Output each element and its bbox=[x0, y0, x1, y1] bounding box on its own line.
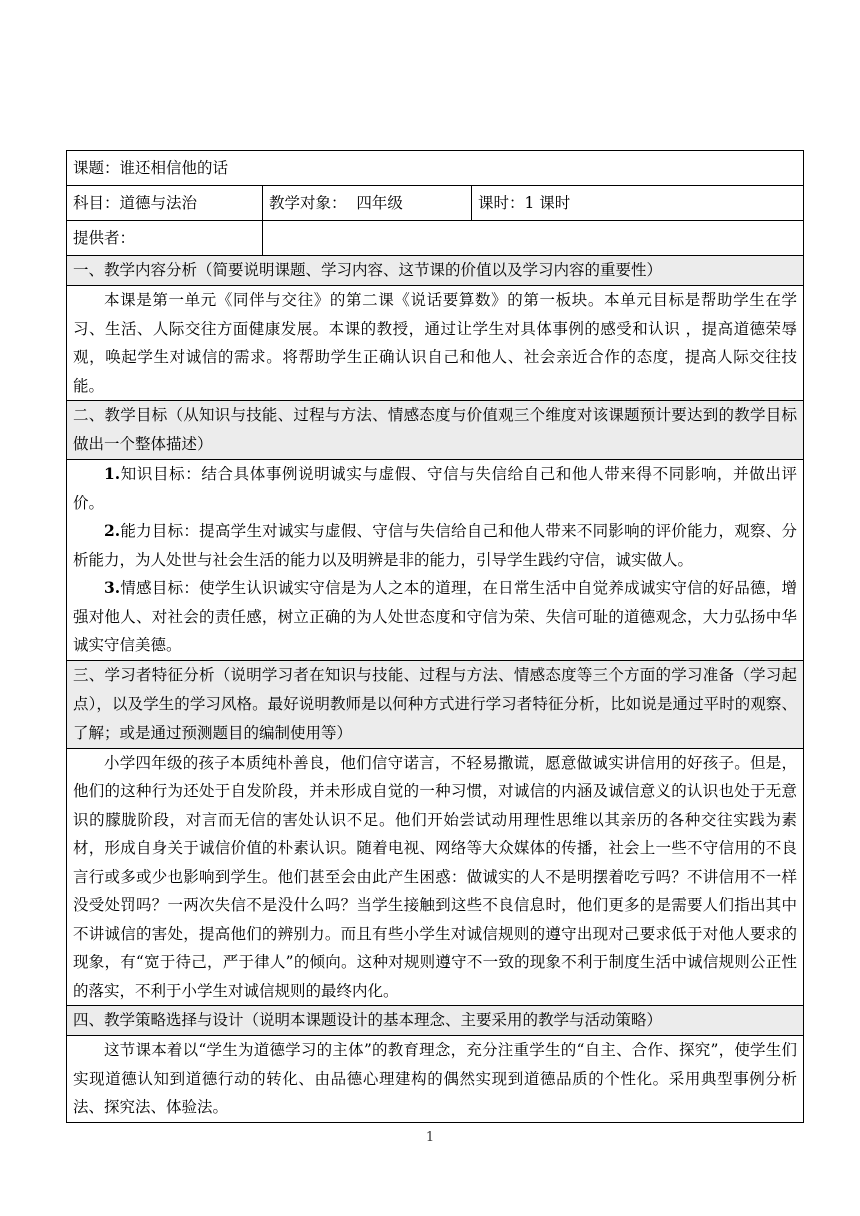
section-3-heading bbox=[67, 660, 804, 748]
section-1-body bbox=[67, 286, 804, 401]
section-2-heading-text: 二、教学目标（从知识与技能、过程与方法、情感态度与价值观三个维度对该课题预计要达到的教学目标做出一个整体描述） bbox=[73, 406, 798, 453]
meta-row bbox=[67, 186, 804, 221]
goal-ability bbox=[73, 517, 797, 574]
section-4-heading bbox=[67, 1006, 804, 1036]
section-2-heading-row bbox=[67, 401, 804, 460]
audience-label: 教学对象： bbox=[269, 194, 347, 212]
goal-1-text: 知识目标：结合具体事例说明诚实与虚假、守信与失信给自己和他人带来得不同影响，并做出评价。 bbox=[73, 465, 798, 512]
goal-emotion bbox=[73, 574, 797, 660]
section-2-body bbox=[67, 460, 804, 661]
section-2-body-row bbox=[67, 460, 804, 661]
title-row bbox=[67, 151, 804, 186]
provider-value bbox=[263, 221, 804, 256]
lesson-plan-page bbox=[66, 150, 803, 1123]
period-cell: 课时：1 课时 bbox=[472, 186, 804, 221]
goal-2-text: 能力目标：提高学生对诚实与虚假、守信与失信给自己和他人带来不同影响的评价能力，观察、分析能力，为人处世与社会生活的能力以及明辨是非的能力，引导学生践约守信，诚实做人。 bbox=[73, 522, 798, 569]
section-4-body bbox=[67, 1036, 804, 1123]
section-1-heading bbox=[67, 256, 804, 286]
section-4-paragraph: 这节课本着以“学生为道德学习的主体”的教育理念，充分注重学生的“自主、合作、探究”，使学生们实现道德认知到道德行动的转化、由品德心理建构的偶然实现到道德品质的个性化。采用典型事例分析法、探究法、体验法。 bbox=[73, 1041, 798, 1116]
section-1-paragraph: 本课是第一单元《同伴与交往》的第二课《说话要算数》的第一板块。本单元目标是帮助学生在学习、生活、人际交往方面健康发展。本课的教授，通过让学生对具体事例的感受和认识 ，提高道德荣辱观，唤起学生对诚信的需求。将帮助学生正确认识自己和他人、社会亲近合作的态度，提高人际交往技能。 bbox=[73, 291, 798, 395]
audience-value: 四年级 bbox=[356, 194, 403, 212]
section-3-heading-text: 三、学习者特征分析（说明学习者在知识与技能、过程与方法、情感态度等三个方面的学习准备（学习起点），以及学生的学习风格。最好说明教师是以何种方式进行学习者特征分析，比如说是通过平时的观察、了解；或是通过预测题目的编制使用等） bbox=[73, 665, 798, 742]
section-4-heading-text: 四、教学策略选择与设计（说明本课题设计的基本理念、主要采用的教学与活动策略） bbox=[73, 1011, 663, 1029]
goal-3-number: 3. bbox=[104, 578, 121, 597]
lesson-plan-table bbox=[66, 150, 804, 1123]
section-3-paragraph: 小学四年级的孩子本质纯朴善良，他们信守诺言，不轻易撒谎，愿意做诚实讲信用的好孩子。但是，他们的这种行为还处于自发阶段，并未形成自觉的一种习惯，对诚信的内涵及诚信意义的认识也处于无意识的朦胧阶段，对言而无信的害处认识不足。他们开始尝试动用理性思维以其亲历的各种交往实践为素材，形成自身关于诚信价值的朴素认识。随着电视、网络等大众媒体的传播，社会上一些不守信用的不良言行或多或少也影响到学生。他们甚至会由此产生困惑：做诚实的人不是明摆着吃亏吗？不讲信用不一样没受处罚吗？一两次失信不是没什么吗？当学生接触到这些不良信息时，他们更多的是需要人们指出其中不讲诚信的害处，提高他们的辨别力。而且有些小学生对诚信规则的遵守出现对己要求低于对他人要求的现象，有“宽于待己，严于律人”的倾向。这种对规则遵守不一致的现象不利于制度生活中诚信规则公正性的落实，不利于小学生对诚信规则的最终内化。 bbox=[73, 753, 798, 1000]
goal-1-number: 1. bbox=[104, 464, 121, 483]
page-number: 1 bbox=[425, 1130, 435, 1145]
goal-knowledge bbox=[73, 460, 797, 517]
section-4-heading-row bbox=[67, 1006, 804, 1036]
goal-3-text: 情感目标：使学生认识诚实守信是为人之本的道理，在日常生活中自觉养成诚实守信的好品德，增强对他人、对社会的责任感，树立正确的为人处世态度和守信为荣、失信可耻的道德观念，大力弘扬中华诚实守信美德。 bbox=[73, 579, 798, 654]
section-1-heading-row bbox=[67, 256, 804, 286]
subject-cell: 科目：道德与法治 bbox=[67, 186, 263, 221]
provider-row bbox=[67, 221, 804, 256]
section-1-heading-text: 一、教学内容分析（简要说明课题、学习内容、这节课的价值以及学习内容的重要性） bbox=[73, 261, 663, 279]
provider-label: 提供者： bbox=[67, 221, 263, 256]
goal-2-number: 2. bbox=[104, 521, 121, 540]
section-1-body-row bbox=[67, 286, 804, 401]
section-3-body-row bbox=[67, 748, 804, 1006]
lesson-title: 课题：谁还相信他的话 bbox=[67, 151, 804, 186]
section-3-heading-row bbox=[67, 660, 804, 748]
section-2-heading bbox=[67, 401, 804, 460]
section-4-body-row bbox=[67, 1036, 804, 1123]
section-3-body bbox=[67, 748, 804, 1006]
audience-cell bbox=[263, 186, 472, 221]
